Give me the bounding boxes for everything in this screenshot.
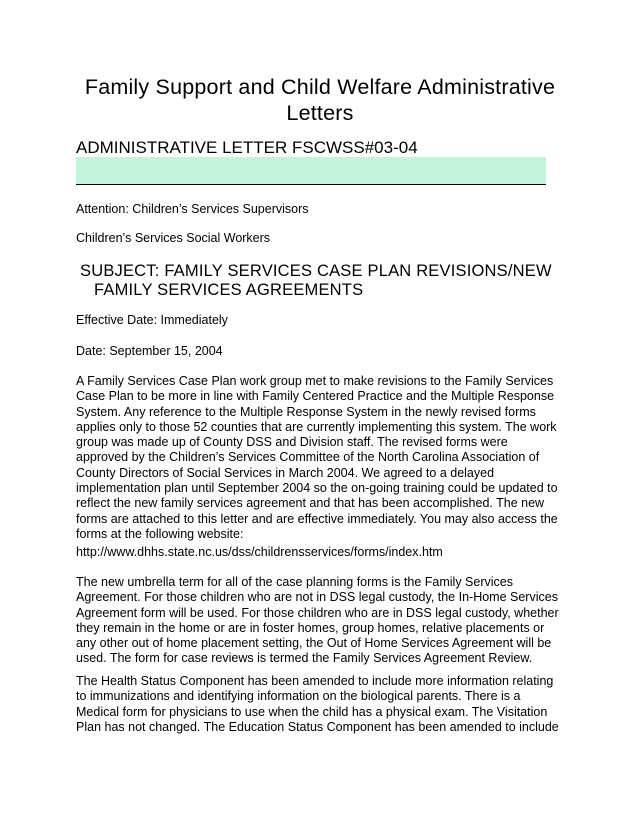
paragraph-line: The new umbrella term for all of the case planning forms is the Family Services xyxy=(76,575,513,589)
paragraph-1 xyxy=(76,374,564,542)
paragraph-line: approved by the Children’s Services Committee of the North Carolina Association of xyxy=(76,450,540,465)
paragraph-line: The Health Status Component has been amended to include more information relating xyxy=(76,674,554,688)
paragraph-line: Case Plan to be more in line with Family Centered Practice and the Multiple Response xyxy=(76,389,555,404)
attention-line: Attention: Children’s Services Supervisors xyxy=(76,202,309,216)
paragraph-line: Agreement form will be used. For those children who are in DSS legal custody, whether xyxy=(76,605,559,620)
document-title: Family Support and Child Welfare Administrative Letters xyxy=(84,75,556,125)
highlight-band xyxy=(76,157,546,185)
paragraph-line: forms are attached to this letter and are effective immediately. You may also access the xyxy=(76,511,558,526)
paragraph-line: County Directors of Social Services in March 2004. We agreed to a delayed xyxy=(76,465,495,480)
paragraph-line: Plan has not changed. The Education Status Component has been amended to include xyxy=(76,719,559,734)
admin-letter-number: ADMINISTRATIVE LETTER FSCWSS#03-04 xyxy=(76,138,418,157)
paragraph-line: applies only to those 52 counties that are currently implementing this system. The work xyxy=(76,419,557,434)
paragraph-line: group was made up of County DSS and Division staff. The revised forms were xyxy=(76,435,508,450)
paragraph-line: Medical form for physicians to use when the child has a physical exam. The Visitation xyxy=(76,704,548,719)
paragraph-line: they remain in the home or are in foster homes, group homes, relative placements or xyxy=(76,620,545,635)
subject-heading xyxy=(80,262,560,300)
paragraph-3 xyxy=(76,674,564,735)
paragraph-line: forms at the following website: xyxy=(76,526,244,541)
paragraph-line: reflect the new family services agreement and that has been accomplished. The new xyxy=(76,496,545,511)
effective-date: Effective Date: Immediately xyxy=(76,313,228,327)
paragraph-line: implementation plan until September 2004 so the on-going training could be updated to xyxy=(76,481,558,496)
paragraph-line: used. The form for case reviews is termed the Family Services Agreement Review. xyxy=(76,651,533,666)
letter-date: Date: September 15, 2004 xyxy=(76,344,223,358)
paragraph-line: Agreement. For those children who are not in DSS legal custody, the In-Home Services xyxy=(76,590,558,605)
paragraph-line: A Family Services Case Plan work group met to make revisions to the Family Services xyxy=(76,374,554,388)
paragraph-line: any other out of home placement setting, the Out of Home Services Agreement will be xyxy=(76,636,552,651)
paragraph-2 xyxy=(76,575,564,667)
subject-line-2: FAMILY SERVICES AGREEMENTS xyxy=(94,281,364,299)
social-workers-line: Children’s Services Social Workers xyxy=(76,231,271,245)
paragraph-line: System. Any reference to the Multiple Response System in the newly revised forms xyxy=(76,404,536,419)
paragraph-line: to immunizations and identifying information on the biological parents. There is a xyxy=(76,689,521,704)
subject-line-1: SUBJECT: FAMILY SERVICES CASE PLAN REVISIONS/NEW xyxy=(80,262,552,280)
forms-url: http://www.dhhs.state.nc.us/dss/childrensservices/forms/index.htm xyxy=(76,545,443,559)
